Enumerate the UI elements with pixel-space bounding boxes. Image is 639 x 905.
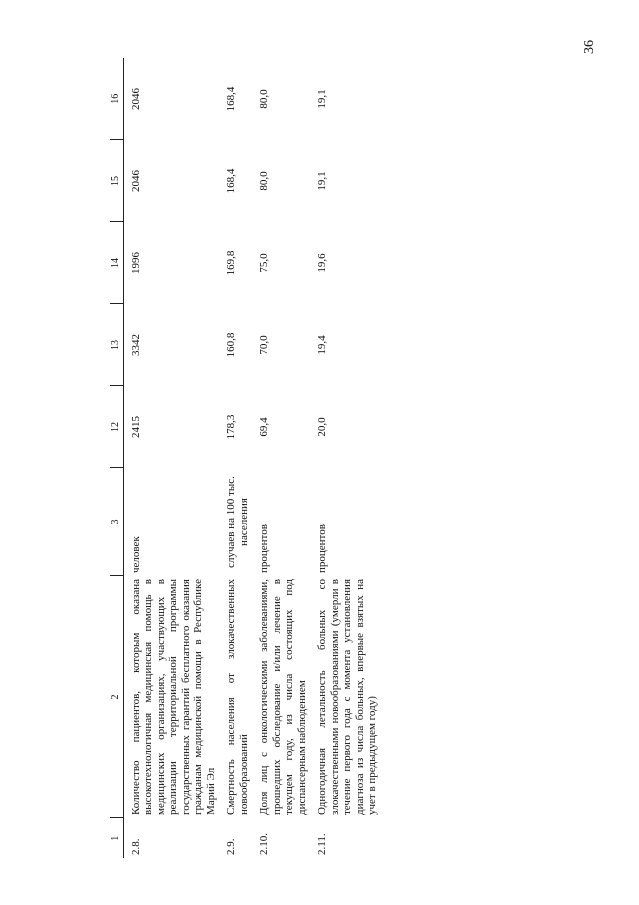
table-row <box>310 58 381 858</box>
indicator-name: Смертность населения от злокачественных новообразований <box>225 579 250 815</box>
header-cell: 16 <box>110 58 123 140</box>
value-col-13: 19,4 <box>316 335 328 355</box>
value-col-13: 160,8 <box>225 332 237 358</box>
rotated-table-wrapper <box>110 58 550 858</box>
table-row <box>252 58 310 858</box>
value-col-16: 168,4 <box>225 86 237 112</box>
value-col-12: 20,0 <box>316 417 328 437</box>
value-col-16: 2046 <box>129 88 142 110</box>
header-row <box>110 58 123 858</box>
value-col-13: 3342 <box>129 334 142 356</box>
value-col-15: 19,1 <box>316 171 328 191</box>
header-cell: 1 <box>110 818 123 858</box>
value-col-15: 168,4 <box>225 168 237 194</box>
value-col-14: 1996 <box>129 252 142 274</box>
value-col-16: 80,0 <box>258 89 270 109</box>
unit-of-measure: человек <box>129 536 142 573</box>
row-number: 2.10. <box>258 833 270 855</box>
value-col-14: 75,0 <box>258 253 270 273</box>
unit-of-measure: процентов <box>258 524 270 573</box>
indicator-name: Одногодичная летальность больных со злокачественными новообразованиями (умерли в течение первого года с момента установления диагноза из числа больных, впервые взятых на учет в предыдущем году) <box>316 579 378 815</box>
value-col-15: 2046 <box>129 170 142 192</box>
header-cell: 15 <box>110 140 123 222</box>
table-row <box>219 58 252 858</box>
value-col-13: 70,0 <box>258 335 270 355</box>
table-row <box>123 58 219 858</box>
value-col-14: 19,6 <box>316 253 328 273</box>
unit-of-measure: случаев на 100 тыс. населения <box>225 476 250 568</box>
value-col-12: 178,3 <box>225 414 237 440</box>
unit-of-measure: процентов <box>316 524 328 573</box>
row-number: 2.9. <box>225 838 237 855</box>
value-col-12: 69,4 <box>258 417 270 437</box>
value-col-12: 2415 <box>129 416 142 438</box>
value-col-14: 169,8 <box>225 250 237 276</box>
header-cell: 3 <box>110 468 123 576</box>
header-cell: 13 <box>110 304 123 386</box>
row-number: 2.11. <box>316 833 328 855</box>
header-cell: 14 <box>110 222 123 304</box>
header-cell: 2 <box>110 576 123 818</box>
indicator-name: Доля лиц с онкологическими заболеваниями, прошедших обследование и/или лечение в текущем году, из числа состоящих под диспансерным наблюдением <box>258 579 308 815</box>
value-col-15: 80,0 <box>258 171 270 191</box>
value-col-16: 19,1 <box>316 89 328 109</box>
page-number: 36 <box>582 40 597 54</box>
indicator-table <box>110 58 381 858</box>
row-number: 2.8. <box>129 838 142 855</box>
header-cell: 12 <box>110 386 123 468</box>
indicator-name: Количество пациентов, которым оказана высокотехнологичная медицинская помощь в медицинских организациях, участвующих в реализации территориальной программы государственных гарантий бесплатного оказания гражданам медицинской помощи в Республике Марий Эл <box>129 579 217 815</box>
